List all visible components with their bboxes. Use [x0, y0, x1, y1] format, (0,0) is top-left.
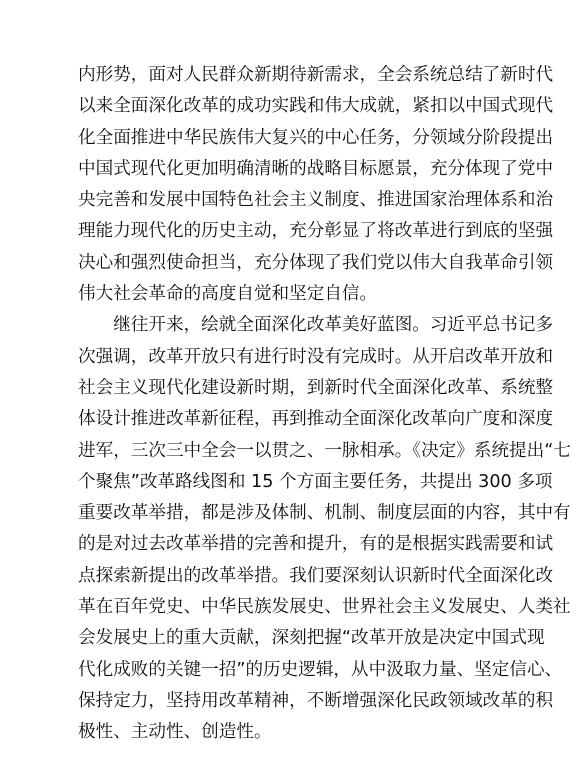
text-line: 次强调，改革开放只有进行时没有完成时。从开启改革开放和 — [78, 346, 554, 367]
text-line: 决心和强烈使命担当，充分体现了我们党以伟大自我革命引领 — [78, 252, 554, 273]
text-line: 化全面推进中华民族伟大复兴的中心任务，分领域分阶段提出 — [78, 127, 554, 148]
text-line: 的是对过去改革举措的完善和提升，有的是根据实践需要和试 — [78, 534, 554, 555]
text-line: 内形势，面对人民群众新期待新需求，全会系统总结了新时代 — [78, 65, 554, 85]
text-line: 社会主义现代化建设新时期，到新时代全面深化改革、系统整 — [78, 377, 554, 398]
text-line: 伟大社会革命的高度自觉和坚定自信。 — [78, 284, 378, 305]
text-line: 重要改革举措，都是涉及体制、机制、制度层面的内容，其中有 — [78, 503, 571, 524]
text-line: 点探索新提出的改革举措。我们要深刻认识新时代全面深化改 — [78, 565, 554, 586]
text-line: 体设计推进改革新征程，再到推动全面深化改革向广度和深度 — [78, 409, 554, 430]
text-line: 革在百年党史、中华民族发展史、世界社会主义发展史、人类社 — [78, 597, 571, 618]
text-line: 理能力现代化的历史主动，充分彰显了将改革进行到底的坚强 — [78, 221, 554, 242]
text-line: 继往开来，绘就全面深化改革美好蓝图。习近平总书记多 — [78, 315, 554, 336]
body-text — [78, 60, 571, 749]
text-line: 以来全面深化改革的成功实践和伟大成就，紧扣以中国式现代 — [78, 96, 554, 117]
text-line: 进军，三次三中全会一以贯之、一脉相承。《决定》系统提出“七 — [78, 440, 571, 461]
text-line: 央完善和发展中国特色社会主义制度、推进国家治理体系和治 — [78, 190, 554, 211]
text-line: 代化成败的关键一招”的历史逻辑，从中汲取力量、坚定信心、 — [78, 659, 563, 680]
text-line: 会发展史上的重大贡献，深刻把握“改革开放是决定中国式现 — [78, 628, 545, 649]
text-line: 极性、主动性、创造性。 — [78, 722, 272, 743]
text-line: 个聚焦”改革路线图和 15 个方面主要任务，共提出 300 多项 — [78, 471, 553, 492]
text-line: 中国式现代化更加明确清晰的战略目标愿景，充分体现了党中 — [78, 158, 554, 179]
text-line: 保持定力，坚持用改革精神，不断增强深化民政领域改革的积 — [78, 690, 554, 711]
